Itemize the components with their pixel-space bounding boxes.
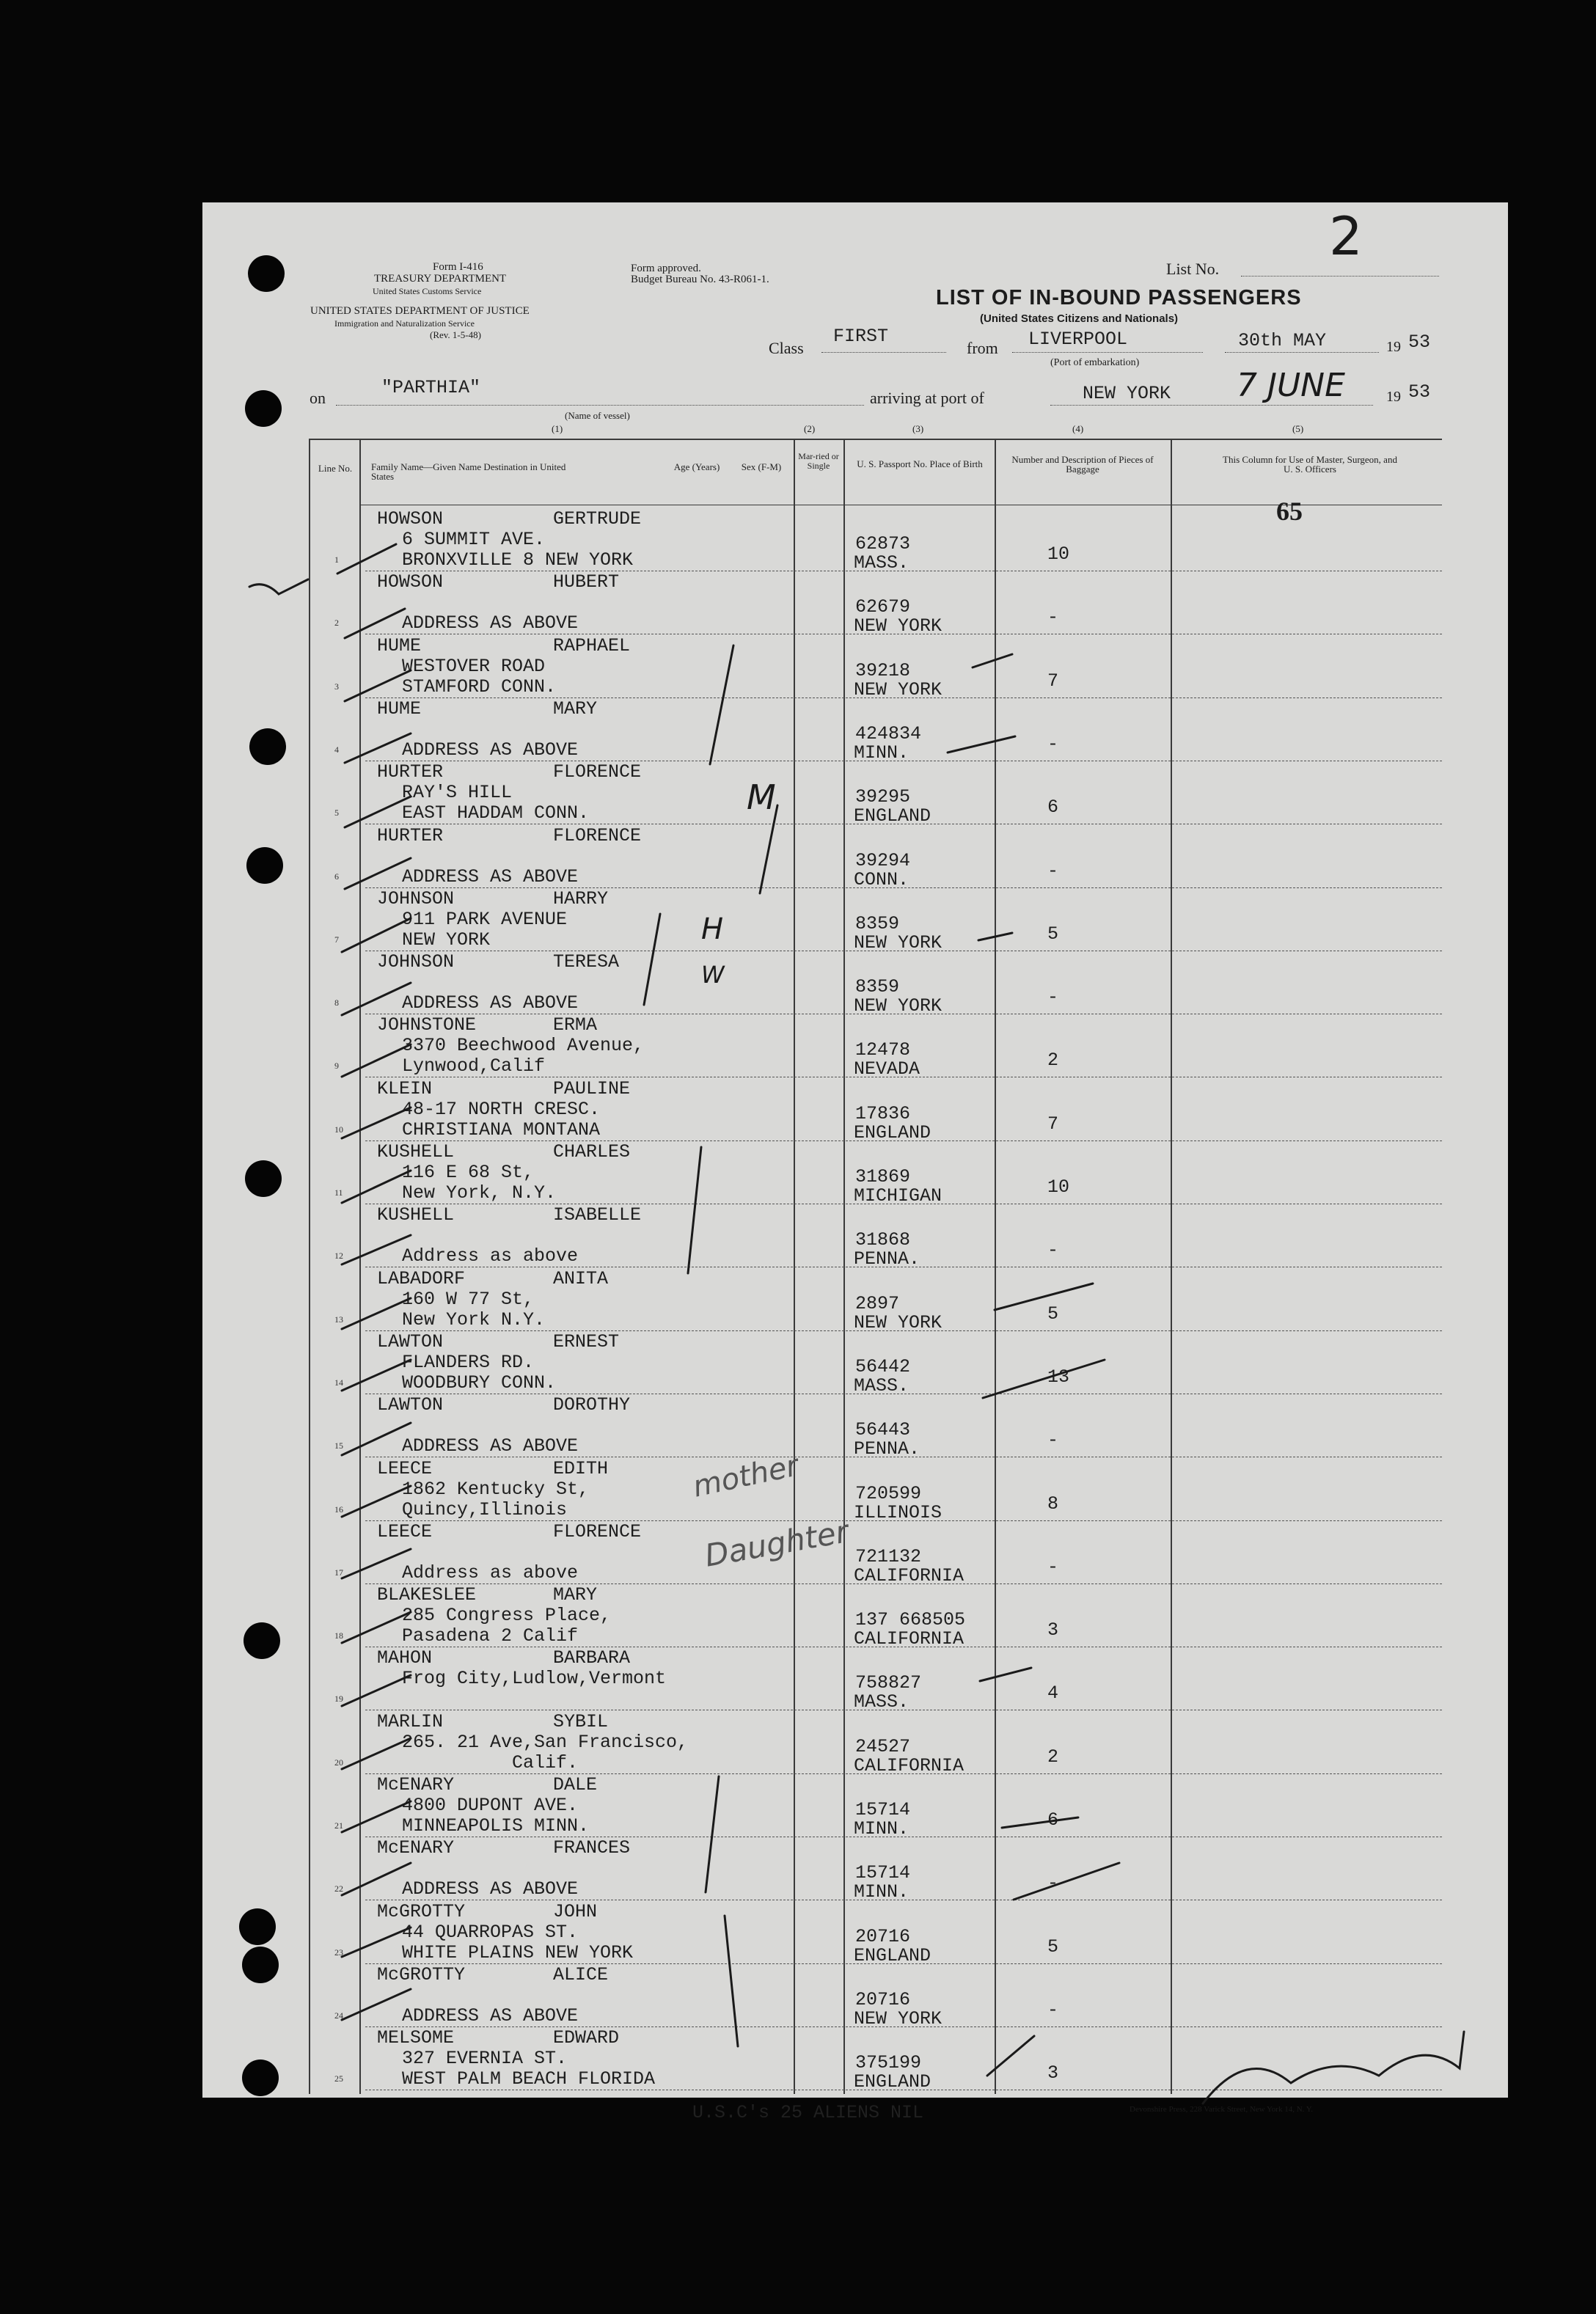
check-mark	[342, 1927, 411, 1957]
check-mark	[342, 1171, 411, 1203]
passenger-name: LABADORF ANITA	[377, 1267, 609, 1289]
passenger-name: MELSOME EDWARD	[377, 2027, 620, 2049]
col-header-line: Line No.	[318, 463, 353, 474]
handwritten-h: H	[701, 912, 724, 946]
check-mark	[337, 544, 396, 574]
address-line-2: BRONXVILLE 8 NEW YORK	[402, 549, 634, 571]
place-of-birth: PENNA.	[854, 1248, 920, 1270]
check-mark	[342, 1107, 411, 1138]
arriving-label: arriving at port of	[870, 389, 984, 407]
page-subtitle: (United States Citizens and Nationals)	[980, 312, 1179, 325]
baggage-count: 10	[1047, 543, 1070, 565]
place-of-birth: CALIFORNIA	[854, 1564, 964, 1586]
line-number: 8	[334, 997, 339, 1008]
col-num-4: (4)	[1072, 423, 1084, 434]
address-line-2: WHITE PLAINS NEW YORK	[402, 1941, 634, 1963]
line-number: 13	[334, 1314, 343, 1325]
vessel-name: "PARTHIA"	[381, 377, 481, 398]
place-of-birth: NEW YORK	[854, 1311, 942, 1333]
check-mark	[342, 1863, 411, 1895]
line-number: 6	[334, 871, 339, 882]
check-mark	[345, 733, 411, 763]
address-line-1: 6 SUMMIT AVE.	[402, 529, 546, 550]
passport-number: 62873	[855, 533, 911, 554]
handwritten-daughter: Daughter	[702, 1513, 852, 1574]
check-mark	[342, 1549, 411, 1578]
baggage-count: 6	[1047, 797, 1059, 819]
place-of-birth: ENGLAND	[854, 1121, 931, 1143]
line-number: 22	[334, 1883, 343, 1894]
line-number: 20	[334, 1757, 343, 1768]
baggage-count: -	[1047, 1872, 1059, 1894]
passenger-name: KUSHELL CHARLES	[377, 1141, 631, 1163]
tick-mark	[980, 1668, 1031, 1681]
address-line-1: FLANDERS RD.	[402, 1351, 535, 1373]
on-label: on	[310, 389, 326, 407]
address-line-2: ADDRESS AS ABOVE	[402, 1435, 579, 1457]
place-of-birth: PENNA.	[854, 1438, 920, 1460]
check-mark	[342, 1044, 411, 1077]
passenger-name: HUME MARY	[377, 698, 598, 720]
passenger-name: HUME RAPHAEL	[377, 634, 631, 656]
baggage-count: 2	[1047, 1050, 1059, 1072]
address-line-2: ADDRESS AS ABOVE	[402, 612, 579, 634]
line-number: 19	[334, 1694, 343, 1705]
passport-number: 39294	[855, 849, 911, 871]
passport-number: 2897	[855, 1292, 900, 1314]
baggage-count: -	[1047, 1556, 1059, 1578]
passport-number: 39218	[855, 659, 911, 681]
passenger-name: MAHON BARBARA	[377, 1647, 631, 1669]
baggage-count: 4	[1047, 1683, 1059, 1705]
check-mark	[342, 1235, 411, 1264]
passenger-name: HURTER FLORENCE	[377, 761, 642, 783]
col-header-married: Mar-ried or Single	[798, 451, 839, 471]
place-of-birth: NEW YORK	[854, 615, 942, 637]
address-line-1: 44 QUARROPAS ST.	[402, 1921, 579, 1943]
place-of-birth: NEW YORK	[854, 931, 942, 953]
passenger-name: HOWSON HUBERT	[377, 571, 620, 593]
address-line-1: 4800 DUPONT AVE.	[402, 1795, 579, 1816]
tick-mark	[688, 1147, 701, 1273]
passport-number: 721132	[855, 1545, 922, 1567]
check-mark	[342, 983, 411, 1015]
handwritten-m: M	[747, 777, 776, 817]
line-number: 3	[334, 681, 339, 692]
approved-label: Form approved.	[631, 263, 701, 274]
col-num-5: (5)	[1292, 423, 1304, 434]
tick-mark	[725, 1916, 738, 2046]
baggage-count: 5	[1047, 923, 1059, 945]
passport-number: 56443	[855, 1419, 911, 1441]
line-number: 5	[334, 808, 339, 819]
address-line-2: WOODBURY CONN.	[402, 1372, 557, 1394]
passport-number: 39295	[855, 786, 911, 808]
justice-label: UNITED STATES DEPARTMENT OF JUSTICE	[310, 305, 530, 317]
passport-number: 31868	[855, 1229, 911, 1251]
check-mark	[342, 1423, 411, 1455]
depart-date: 30th MAY	[1238, 330, 1327, 351]
tick-mark	[760, 805, 777, 893]
line-number: 2	[334, 618, 339, 629]
line-number: 14	[334, 1377, 343, 1388]
line-number: 16	[334, 1504, 343, 1515]
place-of-birth: MICHIGAN	[854, 1185, 942, 1207]
address-line-1: 48-17 NORTH CRESC.	[402, 1098, 601, 1120]
printer-imprint: Devonshire Press, 228 Varick Street, New York 14, N. Y.	[1130, 2105, 1314, 2114]
passport-number: 15714	[855, 1799, 911, 1820]
address-line-2: New York N.Y.	[402, 1308, 546, 1330]
check-mark	[345, 670, 411, 701]
tick-mark	[973, 654, 1012, 667]
check-mark	[345, 797, 411, 827]
line-number: 21	[334, 1820, 343, 1831]
passenger-name: JOHNSON TERESA	[377, 951, 620, 973]
tick-mark	[706, 1776, 719, 1892]
baggage-count: 8	[1047, 1493, 1059, 1515]
passport-number: 720599	[855, 1482, 922, 1504]
baggage-count: -	[1047, 607, 1059, 629]
baggage-count: 6	[1047, 1809, 1059, 1831]
passenger-name: HURTER FLORENCE	[377, 824, 642, 846]
passport-number: 137 668505	[855, 1609, 966, 1631]
page-title: LIST OF IN-BOUND PASSENGERS	[936, 286, 1302, 310]
passenger-name: McENARY FRANCES	[377, 1837, 631, 1859]
place-of-birth: MASS.	[854, 1374, 909, 1396]
passenger-name: McGROTTY ALICE	[377, 1963, 609, 1985]
line-number: 4	[334, 744, 339, 755]
check-mark	[342, 1360, 411, 1391]
depart-year: 53	[1408, 332, 1431, 353]
signature-stroke	[1203, 2032, 1464, 2104]
place-of-birth: ILLINOIS	[854, 1501, 942, 1523]
baggage-count: 13	[1047, 1366, 1070, 1388]
address-line-2: Address as above	[402, 1561, 579, 1583]
baggage-count: -	[1047, 1999, 1059, 2021]
year-prefix: 19	[1386, 339, 1401, 355]
line-number: 7	[334, 934, 339, 945]
passport-number: 8359	[855, 976, 900, 998]
address-line-1: RAY'S HILL	[402, 782, 513, 804]
passport-number: 375199	[855, 2052, 922, 2074]
form-number: Form I-416	[433, 261, 483, 273]
col-header-name: Family Name—Given Name Destination in United States	[371, 461, 566, 482]
check-mark	[342, 1801, 411, 1832]
baggage-count: 7	[1047, 670, 1059, 692]
line-number: 10	[334, 1124, 343, 1135]
address-line-1: 160 W 77 St,	[402, 1288, 535, 1310]
place-of-birth: CALIFORNIA	[854, 1628, 964, 1650]
passport-number: 15714	[855, 1862, 911, 1884]
arrival-date: 7 JUNE	[1237, 367, 1345, 404]
vessel-label: (Name of vessel)	[565, 410, 630, 421]
handwritten-mother: mother	[689, 1449, 802, 1504]
treasury-label: TREASURY DEPARTMENT	[374, 273, 507, 285]
embark-label: (Port of embarkation)	[1050, 357, 1140, 368]
place-of-birth: MASS.	[854, 552, 909, 574]
address-line-2: Pasadena 2 Calif	[402, 1625, 579, 1647]
address-line-1: WESTOVER ROAD	[402, 655, 546, 677]
address-line-2: ADDRESS AS ABOVE	[402, 739, 579, 761]
line-number: 17	[334, 1567, 343, 1578]
line-number: 25	[334, 2073, 343, 2084]
place-of-birth: ENGLAND	[854, 2071, 931, 2093]
address-line-1: 911 PARK AVENUE	[402, 908, 568, 930]
place-of-birth: MASS.	[854, 1691, 909, 1713]
passenger-name: LAWTON ERNEST	[377, 1330, 620, 1352]
footer-summary: U.S.C's 25 ALIENS NIL	[692, 2102, 924, 2123]
year-prefix-2: 19	[1386, 389, 1401, 405]
passenger-name: McENARY DALE	[377, 1774, 598, 1795]
baggage-count: -	[1047, 733, 1059, 755]
tick-mark	[644, 914, 660, 1005]
passport-number: 8359	[855, 912, 900, 934]
col-header-baggage: Number and Description of Pieces of Baggage	[1011, 454, 1154, 475]
page-number: 2	[1329, 205, 1363, 267]
address-line-1: 327 EVERNIA ST.	[402, 2048, 568, 2070]
address-line-2: Lynwood,Calif	[402, 1055, 546, 1077]
passenger-name: LAWTON DOROTHY	[377, 1394, 631, 1416]
address-line-2: CHRISTIANA MONTANA	[402, 1118, 601, 1140]
address-line-2: NEW YORK	[402, 929, 491, 951]
place-of-birth: NEW YORK	[854, 678, 942, 700]
handwritten-w: W	[701, 961, 725, 989]
col-header-passport: U. S. Passport No. Place of Birth	[857, 458, 983, 469]
from-value: LIVERPOOL	[1028, 329, 1128, 350]
passport-number: 31869	[855, 1166, 911, 1187]
col-num-3: (3)	[912, 423, 924, 434]
line-number: 23	[334, 1947, 343, 1958]
address-line-2: ADDRESS AS ABOVE	[402, 2004, 579, 2026]
rev-label: (Rev. 1-5-48)	[430, 329, 481, 340]
check-mark	[345, 858, 411, 889]
address-line-2: ADDRESS AS ABOVE	[402, 1878, 579, 1900]
tick-mark	[983, 1360, 1105, 1398]
baggage-count: -	[1047, 1429, 1059, 1451]
baggage-count: 3	[1047, 1619, 1059, 1641]
check-mark	[342, 918, 411, 952]
passport-number: 62679	[855, 596, 911, 618]
tick-mark	[995, 1284, 1093, 1310]
line-number: 18	[334, 1630, 343, 1641]
baggage-count: -	[1047, 986, 1059, 1008]
place-of-birth: NEW YORK	[854, 2007, 942, 2029]
tick-mark	[249, 579, 308, 594]
check-mark	[342, 1738, 411, 1769]
passenger-name: HOWSON GERTRUDE	[377, 508, 642, 530]
col-header-sex: Sex (F-M)	[741, 461, 782, 472]
address-line-1: 285 Congress Place,	[402, 1605, 612, 1627]
address-line-2: EAST HADDAM CONN.	[402, 802, 590, 824]
passenger-name: JOHNSTONE ERMA	[377, 1014, 598, 1036]
passport-number: 24527	[855, 1735, 911, 1757]
check-mark	[342, 1612, 411, 1643]
place-of-birth: ENGLAND	[854, 805, 931, 827]
passport-number: 20716	[855, 1925, 911, 1947]
baggage-count: -	[1047, 1240, 1059, 1262]
baggage-count: -	[1047, 860, 1059, 882]
tick-mark	[1002, 1817, 1078, 1828]
address-line-2: STAMFORD CONN.	[402, 675, 557, 698]
col-header-officers: This Column for Use of Master, Surgeon, and U. S. Officers	[1223, 454, 1397, 475]
place-of-birth: MINN.	[854, 742, 909, 764]
ins-label: Immigration and Naturalization Service	[334, 318, 475, 329]
col-num-2: (2)	[804, 423, 816, 434]
arrival-year: 53	[1408, 381, 1431, 403]
address-line-2: New York, N.Y.	[402, 1182, 557, 1204]
passenger-name: BLAKESLEE MARY	[377, 1584, 598, 1606]
customs-label: United States Customs Service	[373, 286, 482, 296]
officers-count: 65	[1276, 497, 1303, 526]
check-mark	[342, 1675, 411, 1706]
passenger-name: KLEIN PAULINE	[377, 1077, 631, 1099]
tick-mark	[1014, 1863, 1119, 1900]
passenger-name: MARLIN SYBIL	[377, 1710, 609, 1732]
col-num-1: (1)	[552, 423, 563, 434]
address-line-2: ADDRESS AS ABOVE	[402, 865, 579, 887]
check-mark	[342, 1989, 411, 2020]
address-line-2: Calif.	[402, 1751, 579, 1773]
line-number: 1	[334, 554, 339, 565]
class-label: Class	[769, 339, 804, 357]
check-mark	[342, 1298, 411, 1329]
address-line-2: ADDRESS AS ABOVE	[402, 992, 579, 1014]
place-of-birth: MINN.	[854, 1818, 909, 1839]
address-line-1: 116 E 68 St,	[402, 1162, 535, 1183]
passport-number: 17836	[855, 1102, 911, 1124]
place-of-birth: CONN.	[854, 868, 909, 890]
address-line-2: WEST PALM BEACH FLORIDA	[402, 2068, 656, 2090]
address-line-2: Address as above	[402, 1245, 579, 1267]
line-number: 12	[334, 1251, 343, 1262]
check-mark	[342, 1486, 411, 1517]
budget-label: Budget Bureau No. 43-R061-1.	[631, 274, 769, 285]
baggage-count: 5	[1047, 1936, 1059, 1958]
place-of-birth: MINN.	[854, 1881, 909, 1903]
address-line-2: MINNEAPOLIS MINN.	[402, 1815, 590, 1837]
baggage-count: 3	[1047, 2062, 1059, 2084]
line-number: 24	[334, 2010, 343, 2021]
passenger-name: KUSHELL ISABELLE	[377, 1204, 642, 1226]
address-line-1: 3370 Beechwood Avenue,	[402, 1035, 645, 1057]
line-number: 11	[334, 1187, 343, 1198]
tick-mark	[978, 933, 1012, 940]
place-of-birth: ENGLAND	[854, 1944, 931, 1966]
line-number: 15	[334, 1440, 343, 1451]
baggage-count: 7	[1047, 1113, 1059, 1135]
check-mark	[345, 609, 405, 638]
tick-mark	[948, 736, 1015, 753]
address-line-1: 1862 Kentucky St,	[402, 1478, 590, 1500]
place-of-birth: NEW YORK	[854, 995, 942, 1017]
passport-number: 758827	[855, 1672, 922, 1694]
list-no-label: List No.	[1166, 260, 1220, 278]
tick-mark	[710, 645, 733, 764]
address-line-1: Frog City,Ludlow,Vermont	[402, 1668, 667, 1690]
baggage-count: 2	[1047, 1746, 1059, 1768]
passport-number: 12478	[855, 1039, 911, 1061]
baggage-count: 5	[1047, 1303, 1059, 1325]
place-of-birth: NEVADA	[854, 1058, 920, 1080]
line-number: 9	[334, 1061, 339, 1072]
col-header-age: Age (Years)	[673, 461, 720, 472]
passenger-name: McGROTTY JOHN	[377, 1900, 598, 1922]
place-of-birth: CALIFORNIA	[854, 1754, 964, 1776]
baggage-count: 10	[1047, 1176, 1070, 1198]
address-line-1: 265. 21 Ave,San Francisco,	[402, 1731, 689, 1753]
passenger-name: LEECE EDITH	[377, 1457, 609, 1479]
passport-number: 20716	[855, 1988, 911, 2010]
passenger-name: JOHNSON HARRY	[377, 887, 609, 909]
class-value: FIRST	[833, 326, 889, 347]
arrival-port: NEW YORK	[1083, 383, 1171, 404]
tick-mark	[987, 2036, 1034, 2076]
passport-number: 56442	[855, 1355, 911, 1377]
passport-number: 424834	[855, 722, 922, 744]
passenger-name: LEECE FLORENCE	[377, 1520, 642, 1542]
from-label: from	[967, 339, 998, 357]
address-line-2: Quincy,Illinois	[402, 1498, 568, 1520]
